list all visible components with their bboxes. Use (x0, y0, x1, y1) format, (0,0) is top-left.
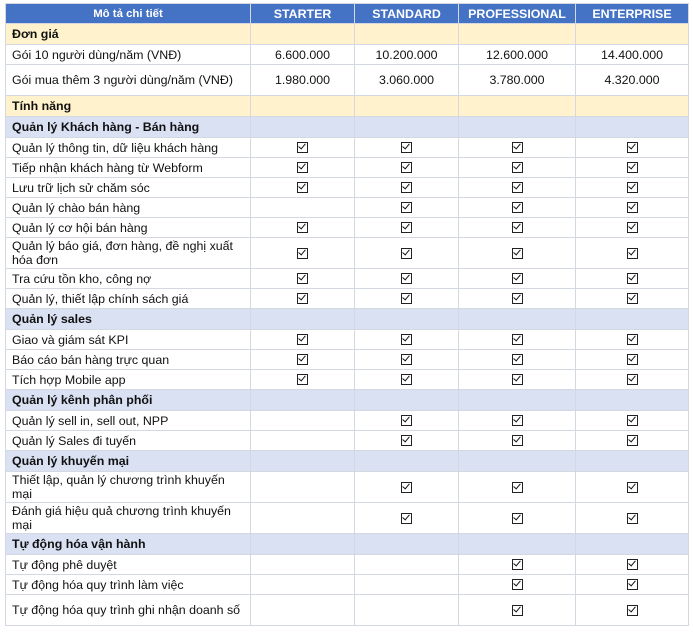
feature-row (6, 370, 689, 390)
checkbox-checked-icon (512, 513, 523, 524)
checkbox-checked-icon (512, 374, 523, 385)
checkbox-checked-icon (512, 142, 523, 153)
checkbox-checked-icon (512, 182, 523, 193)
checkbox-checked-icon (627, 273, 638, 284)
price-value: 1.980.000 (251, 65, 355, 96)
checkbox-checked-icon (627, 182, 638, 193)
feature-row (6, 198, 689, 218)
price-value: 14.400.000 (576, 45, 689, 65)
checkbox-checked-icon (401, 202, 412, 213)
checkbox-checked-icon (401, 513, 412, 524)
price-value: 12.600.000 (459, 45, 576, 65)
checkbox-checked-icon (627, 435, 638, 446)
header-row (6, 4, 689, 24)
feature-group-row (6, 534, 689, 555)
feature-row (6, 595, 689, 626)
feature-label: Quản lý thông tin, dữ liệu khách hàng (6, 138, 251, 158)
checkbox-checked-icon (401, 415, 412, 426)
checkbox-checked-icon (627, 354, 638, 365)
checkbox-checked-icon (297, 273, 308, 284)
price-value: 6.600.000 (251, 45, 355, 65)
checkbox-checked-icon (297, 222, 308, 233)
price-value: 4.320.000 (576, 65, 689, 96)
feature-row (6, 289, 689, 309)
feature-group-row (6, 451, 689, 472)
feature-label: Tự động phê duyệt (6, 555, 251, 575)
checkbox-checked-icon (401, 435, 412, 446)
feature-group-row (6, 390, 689, 411)
checkbox-checked-icon (512, 293, 523, 304)
feature-row (6, 575, 689, 595)
checkbox-checked-icon (627, 334, 638, 345)
feature-group-row (6, 117, 689, 138)
pricing-comparison-table (5, 3, 689, 626)
checkbox-checked-icon (627, 222, 638, 233)
checkbox-checked-icon (401, 142, 412, 153)
checkbox-checked-icon (401, 482, 412, 493)
checkbox-checked-icon (401, 334, 412, 345)
checkbox-checked-icon (627, 605, 638, 616)
checkbox-checked-icon (512, 273, 523, 284)
feature-row (6, 218, 689, 238)
checkbox-checked-icon (297, 334, 308, 345)
checkbox-checked-icon (401, 354, 412, 365)
feature-row (6, 350, 689, 370)
checkbox-checked-icon (401, 374, 412, 385)
checkbox-checked-icon (297, 354, 308, 365)
checkbox-checked-icon (627, 142, 638, 153)
feature-label: Tự động hóa quy trình làm việc (6, 575, 251, 595)
checkbox-checked-icon (297, 374, 308, 385)
feature-label: Báo cáo bán hàng trực quan (6, 350, 251, 370)
feature-row (6, 238, 689, 269)
feature-label: Tra cứu tồn kho, công nợ (6, 269, 251, 289)
checkbox-checked-icon (297, 293, 308, 304)
feature-group-row (6, 309, 689, 330)
feature-row (6, 178, 689, 198)
checkbox-checked-icon (627, 202, 638, 213)
checkbox-checked-icon (512, 354, 523, 365)
checkbox-checked-icon (512, 579, 523, 590)
checkbox-checked-icon (297, 142, 308, 153)
checkbox-checked-icon (401, 182, 412, 193)
price-row (6, 45, 689, 65)
checkbox-checked-icon (297, 182, 308, 193)
feature-row (6, 330, 689, 350)
checkbox-checked-icon (627, 293, 638, 304)
price-value: 10.200.000 (355, 45, 459, 65)
feature-row (6, 431, 689, 451)
checkbox-checked-icon (512, 202, 523, 213)
checkbox-checked-icon (512, 559, 523, 570)
feature-group-title: Quản lý kênh phân phối (6, 390, 251, 411)
price-row-label: Gói mua thêm 3 người dùng/năm (VNĐ) (6, 65, 251, 96)
feature-label: Quản lý sell in, sell out, NPP (6, 411, 251, 431)
feature-label: Tiếp nhận khách hàng từ Webform (6, 158, 251, 178)
header-plan-professional: PROFESSIONAL (459, 4, 576, 24)
feature-row (6, 472, 689, 503)
checkbox-checked-icon (512, 605, 523, 616)
checkbox-checked-icon (401, 248, 412, 259)
feature-label: Quản lý Sales đi tuyến (6, 431, 251, 451)
checkbox-checked-icon (627, 579, 638, 590)
features-section-row (6, 96, 689, 117)
feature-label: Quản lý báo giá, đơn hàng, đề nghị xuất hóa đơn (6, 238, 251, 269)
feature-label: Tự động hóa quy trình ghi nhận doanh số (6, 595, 251, 626)
checkbox-checked-icon (401, 162, 412, 173)
checkbox-checked-icon (401, 293, 412, 304)
checkbox-checked-icon (512, 248, 523, 259)
feature-row (6, 503, 689, 534)
feature-row (6, 269, 689, 289)
feature-label: Quản lý, thiết lập chính sách giá (6, 289, 251, 309)
feature-row (6, 158, 689, 178)
checkbox-checked-icon (627, 415, 638, 426)
checkbox-checked-icon (401, 273, 412, 284)
checkbox-checked-icon (627, 559, 638, 570)
feature-label: Lưu trữ lịch sử chăm sóc (6, 178, 251, 198)
pricing-section-title: Đơn giá (6, 24, 251, 45)
header-plan-enterprise: ENTERPRISE (576, 4, 689, 24)
checkbox-checked-icon (512, 482, 523, 493)
feature-group-title: Quản lý sales (6, 309, 251, 330)
feature-row (6, 555, 689, 575)
checkbox-checked-icon (627, 482, 638, 493)
feature-group-title: Quản lý khuyến mại (6, 451, 251, 472)
checkbox-checked-icon (627, 374, 638, 385)
checkbox-checked-icon (512, 435, 523, 446)
feature-label: Đánh giá hiệu quả chương trình khuyến mại (6, 503, 251, 534)
price-value: 3.060.000 (355, 65, 459, 96)
feature-row (6, 411, 689, 431)
header-plan-standard: STANDARD (355, 4, 459, 24)
header-desc: Mô tả chi tiết (6, 4, 251, 24)
pricing-section-row (6, 24, 689, 45)
price-row (6, 65, 689, 96)
feature-label: Quản lý cơ hội bán hàng (6, 218, 251, 238)
feature-row (6, 138, 689, 158)
header-plan-starter: STARTER (251, 4, 355, 24)
feature-label: Thiết lập, quản lý chương trình khuyến mại (6, 472, 251, 503)
checkbox-checked-icon (627, 248, 638, 259)
feature-label: Quản lý chào bán hàng (6, 198, 251, 218)
checkbox-checked-icon (297, 162, 308, 173)
checkbox-checked-icon (512, 334, 523, 345)
feature-label: Giao và giám sát KPI (6, 330, 251, 350)
price-value: 3.780.000 (459, 65, 576, 96)
checkbox-checked-icon (627, 513, 638, 524)
feature-group-title: Quản lý Khách hàng - Bán hàng (6, 117, 251, 138)
checkbox-checked-icon (297, 248, 308, 259)
checkbox-checked-icon (401, 222, 412, 233)
checkbox-checked-icon (512, 162, 523, 173)
price-row-label: Gói 10 người dùng/năm (VNĐ) (6, 45, 251, 65)
features-section-title: Tính năng (6, 96, 251, 117)
checkbox-checked-icon (512, 415, 523, 426)
checkbox-checked-icon (512, 222, 523, 233)
checkbox-checked-icon (627, 162, 638, 173)
feature-group-title: Tự động hóa vận hành (6, 534, 251, 555)
feature-label: Tích hợp Mobile app (6, 370, 251, 390)
